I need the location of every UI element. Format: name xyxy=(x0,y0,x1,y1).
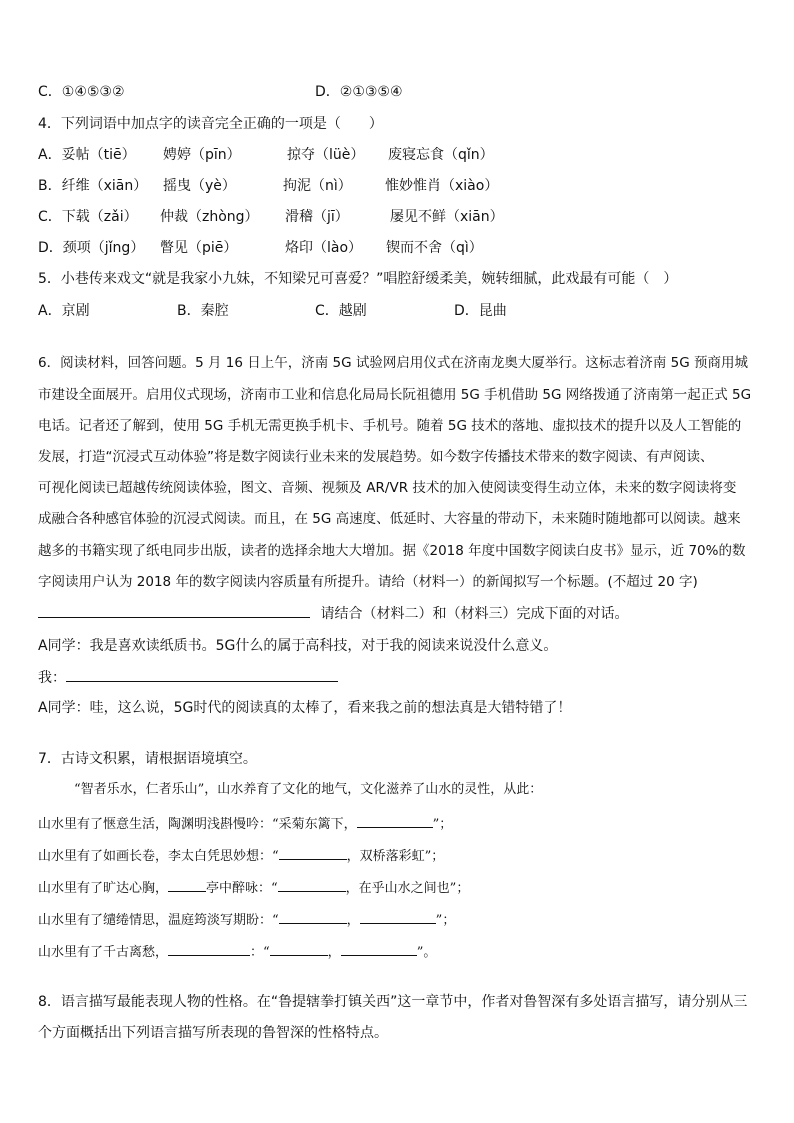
q5-option-a: A．京剧 xyxy=(38,303,90,319)
q7-line-3-end: ，在乎山水之间也”； xyxy=(345,881,470,896)
q7-line-3 xyxy=(38,877,469,899)
q4-c-item-3: 滑稽（jī） xyxy=(285,209,349,225)
q6-line-8: 字阅读用户认为 2018 年的数字阅读内容质量有所提升。请给（材料一）的新闻拟写一个标题。(不超过 20 字) xyxy=(38,574,698,590)
q4-b-item-1: B．纤维（xiān） xyxy=(38,178,148,194)
q5-option-c: C．越剧 xyxy=(315,303,367,319)
q4-d-item-2: 瞥见（piē） xyxy=(160,240,238,256)
q4-c-item-4: 屡见不鲜（xiān） xyxy=(390,209,504,225)
q7-blank-2[interactable] xyxy=(279,845,347,860)
q4-stem: 4．下列词语中加点字的读音完全正确的一项是（ ） xyxy=(38,116,383,132)
q6-line-2: 市建设全面展开。启用仪式现场，济南市工业和信息化局局长阮祖德用 5G 手机借助 5G 网络拨通了济南第一起正式 5G xyxy=(38,387,752,403)
q7-line-4 xyxy=(38,909,455,931)
q4-d-item-3: 烙印（lào） xyxy=(285,240,363,256)
q4-a-item-2: 娉婷（pīn） xyxy=(163,147,241,163)
q7-line-4-end: ”； xyxy=(435,913,456,928)
q6-line-7: 越多的书籍实现了纸电同步出版，读者的选择余地大大增加。据《2018 年度中国数字阅读白皮书》显示，近 70%的数 xyxy=(38,543,746,559)
q7-line-5-text: 山水里有了千古离愁， xyxy=(38,945,169,960)
q8-line-2: 个方面概括出下列语言描写所表现的鲁智深的性格特点。 xyxy=(38,1025,388,1041)
q6-line-5: 可视化阅读已超越传统阅读体验，图文、音频、视频及 AR/VR 技术的加入使阅读变得生动立体，未来的数字阅读将变 xyxy=(38,480,737,496)
q6-title-blank[interactable] xyxy=(38,603,310,618)
q3-option-d: D．②①③⑤④ xyxy=(315,84,403,100)
q6-line-3: 电话。记者还了解到，使用 5G 手机无需更换手机卡、手机号。随着 5G 技术的落地、虚拟技术的提升以及人工智能的 xyxy=(38,418,742,434)
q7-line-3-mid: 亭中醉咏：“ xyxy=(206,881,278,896)
q7-intro: “智者乐水，仁者乐山”，山水养育了文化的地气，文化滋养了山水的灵性，从此： xyxy=(74,782,543,797)
q5-option-b: B．秦腔 xyxy=(177,303,229,319)
q5-stem: 5．小巷传来戏文“就是我家小九妹，不知梁兄可喜爱？”唱腔舒缓柔美，婉转细腻，此戏最有可能（ ） xyxy=(38,271,678,287)
q6-line-4: 发展，打造“沉浸式互动体验”将是数字阅读行业未来的发展趋势。如今数字传播技术带来的数字阅读、有声阅读、 xyxy=(38,449,714,465)
q4-d-item-1: D．颈项（jǐng） xyxy=(38,240,145,256)
q7-stem: 7．古诗文积累，请根据语境填空。 xyxy=(38,751,257,767)
q7-blank-1[interactable] xyxy=(357,813,433,828)
q7-blank-4a[interactable] xyxy=(279,909,347,924)
q7-blank-5b[interactable] xyxy=(270,941,328,956)
q6-instruction: 请结合（材料二）和（材料三）完成下面的对话。 xyxy=(320,606,629,622)
q4-d-item-4: 锲而不舍（qì） xyxy=(386,240,483,256)
q4-a-item-1: A．妥帖（tiē） xyxy=(38,147,136,163)
q4-b-item-4: 惟妙惟肖（xiào） xyxy=(385,178,499,194)
q6-dialog-a2: A同学：哇，这么说，5G时代的阅读真的太棒了，看来我之前的想法真是大错特错了！ xyxy=(38,700,572,716)
q7-line-2 xyxy=(38,845,444,867)
q4-b-item-2: 摇曳（yè） xyxy=(163,178,236,194)
q4-c-item-2: 仲裁（zhòng） xyxy=(160,209,259,225)
q7-line-1 xyxy=(38,813,452,835)
q6-title-answer-row xyxy=(38,603,628,624)
q4-b-item-3: 拘泥（nì） xyxy=(283,178,352,194)
q7-blank-5c[interactable] xyxy=(341,941,417,956)
q5-option-d: D．昆曲 xyxy=(454,303,507,319)
q4-a-item-4: 废寝忘食（qǐn） xyxy=(388,147,494,163)
q7-blank-3b[interactable] xyxy=(278,877,346,892)
q7-line-1-end: ”； xyxy=(432,817,453,832)
q3-option-c: C．①④⑤③② xyxy=(38,84,125,100)
q6-line-6: 成融合各种感官体验的沉浸式阅读。而且，在 5G 高速度、低延时、大容量的带动下，未来随时随地都可以阅读。越来 xyxy=(38,511,741,527)
q6-dialog-me-row xyxy=(38,667,338,688)
q7-line-2-text: 山水里有了如画长卷，李太白凭思妙想：“ xyxy=(38,849,279,864)
q6-dialog-a1: A同学：我是喜欢读纸质书。5G什么的属于高科技，对于我的阅读来说没什么意义。 xyxy=(38,638,558,654)
q8-line-1: 8．语言描写最能表现人物的性格。在“鲁提辖拳打镇关西”这一章节中，作者对鲁智深有多处语言描写，请分别从三 xyxy=(38,994,748,1010)
q7-line-2-end: ，双桥落彩虹”； xyxy=(346,849,445,864)
q4-a-item-3: 掠夺（lüè） xyxy=(287,147,365,163)
q7-line-5-mid: ， xyxy=(327,945,341,960)
q7-line-4-mid: ， xyxy=(346,913,360,928)
q7-line-5-colon: ：“ xyxy=(250,945,270,960)
q7-line-3-text: 山水里有了旷达心胸， xyxy=(38,881,169,896)
q7-line-4-text: 山水里有了缱绻情思，温庭筠淡写期盼：“ xyxy=(38,913,279,928)
q7-blank-3a[interactable] xyxy=(168,877,206,892)
q6-dialog-me-blank[interactable] xyxy=(66,667,338,682)
q7-line-5 xyxy=(38,941,436,963)
q7-line-5-end: ”。 xyxy=(416,945,437,960)
q7-blank-5a[interactable] xyxy=(168,941,250,956)
q6-dialog-me-label: 我： xyxy=(38,670,66,686)
q7-line-1-text: 山水里有了惬意生活，陶渊明浅斟慢吟：“采菊东篱下， xyxy=(38,817,357,832)
q7-blank-4b[interactable] xyxy=(360,909,436,924)
q4-c-item-1: C．下载（zǎi） xyxy=(38,209,138,225)
q6-line-1: 6．阅读材料，回答问题。5 月 16 日上午，济南 5G 试验网启用仪式在济南龙奥大厦举行。这标志着济南 5G 预商用城 xyxy=(38,355,748,371)
